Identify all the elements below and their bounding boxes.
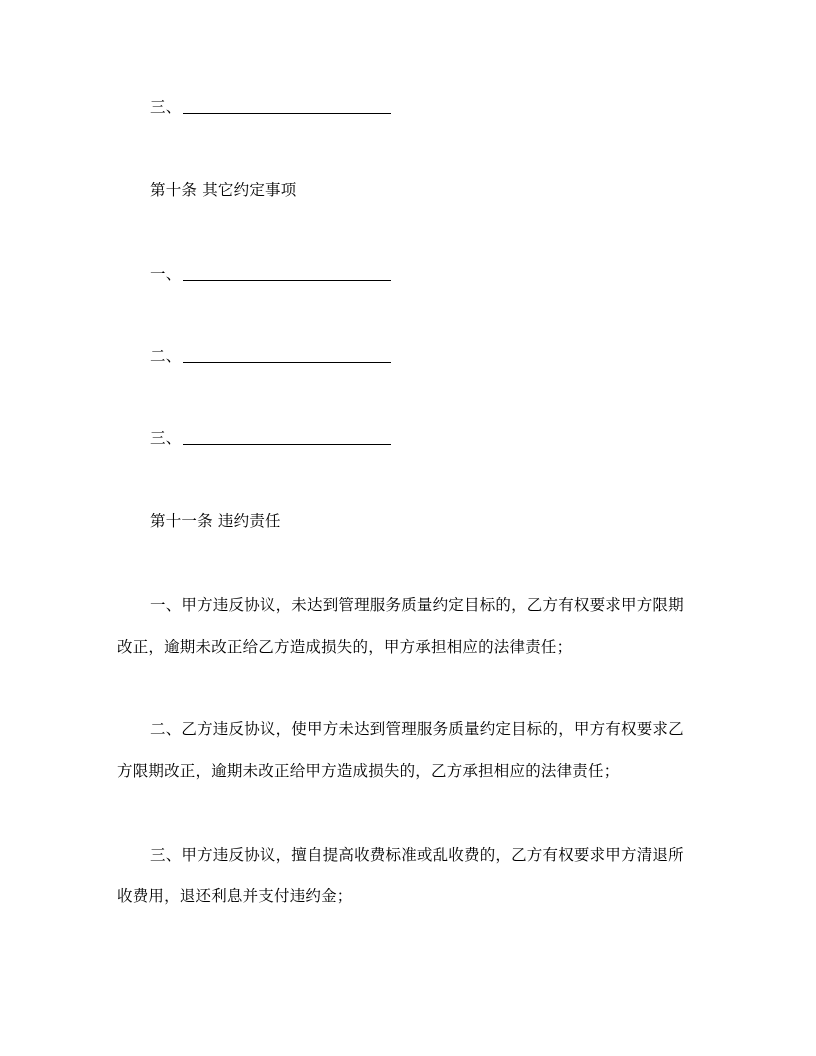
item-label: 三、 bbox=[150, 98, 182, 116]
item-label: 二、 bbox=[150, 347, 182, 365]
fill-in-blank bbox=[183, 443, 391, 445]
article11-para2-line2: 方限期改正，逾期未改正给甲方造成损失的，乙方承担相应的法律责任； bbox=[117, 762, 620, 780]
item-label: 三、 bbox=[150, 429, 182, 447]
article11-para2-line1: 二、乙方违反协议，使甲方未达到管理服务质量约定目标的，甲方有权要求乙 bbox=[150, 720, 684, 738]
article11-heading: 第十一条 违约责任 bbox=[150, 512, 281, 530]
fill-in-blank bbox=[183, 112, 391, 114]
fill-in-blank bbox=[183, 361, 391, 363]
article11-para1-line2: 改正，逾期未改正给乙方造成损失的，甲方承担相应的法律责任； bbox=[117, 638, 573, 656]
article10-item-2 bbox=[150, 346, 740, 366]
article10-item-1 bbox=[150, 264, 740, 284]
article11-para1-line1: 一、甲方违反协议，未达到管理服务质量约定目标的，乙方有权要求甲方限期 bbox=[150, 596, 684, 614]
article10-item-3 bbox=[150, 428, 740, 448]
section9-item-3 bbox=[150, 97, 740, 117]
fill-in-blank bbox=[183, 279, 391, 281]
article10-heading: 第十条 其它约定事项 bbox=[150, 181, 297, 199]
item-label: 一、 bbox=[150, 265, 182, 283]
article11-para3-line1: 三、甲方违反协议，擅自提高收费标准或乱收费的，乙方有权要求甲方清退所 bbox=[150, 846, 684, 864]
article11-para3-line2: 收费用，退还利息并支付违约金； bbox=[117, 887, 353, 905]
